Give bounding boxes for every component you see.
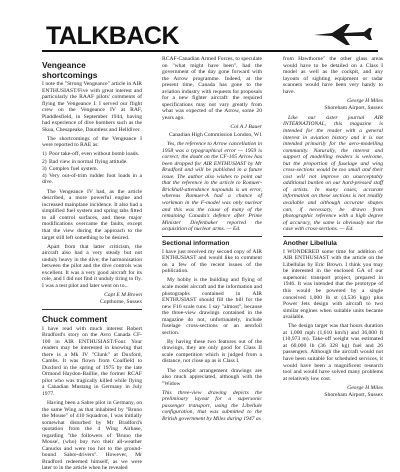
section-divider <box>162 236 262 237</box>
paragraph: My hobby is the building and flying of scale model aircraft and the information and photographs contained in AIR ENTHUSIAST should fill the bill for the new F16 scale runs. I say "almost", because the three-view drawings contained in the magazine do not, unfortunately, include fuselage cross-sections or an aerofoil section. <box>162 277 262 336</box>
signature-location: Copthorne, Sussex <box>100 299 142 306</box>
list-item: 2) Bad view in normal flying attitude. <box>42 158 128 165</box>
paragraph: from Hawthorne" the other glass areas would have to be detailed on a Class I model as well as the cockpit, and any layouts of sighting equipment or radar scanners would have been very handy to have. <box>283 56 383 95</box>
column-right <box>283 56 383 400</box>
signature-name: Capt E M Brown <box>104 291 142 298</box>
signature-location: Shoreham Airport, Sussex <box>324 392 383 399</box>
heading-vengeance: Vengeance shortcomings <box>42 60 98 80</box>
signature-location: Canadian High Commission London, W1 <box>169 131 262 138</box>
signature-name: George H Miles <box>347 97 383 104</box>
paragraph: The Vengeance IV had, as the article described, a more powerful engine and increased mainplane incidence. It also had a simplified fuel system and spring tabs fitted to all control surfaces, and these major modifications overcame the faults, except that the view during the approach to the target still left something to be desired. <box>42 188 142 241</box>
list-item: 1) Poor take-off, even without bomb loads. <box>42 151 140 158</box>
shortcomings-list <box>42 151 142 185</box>
column-middle <box>162 56 262 422</box>
heading-sectional-information: Sectional information <box>162 239 230 247</box>
paragraph: I note the "Strong Vengeance" article in AIR ENTHUSIAST/Five with great interest and particularly the RAAF pilots' comments of flying the Vengeance I. I served our flight crew on the Vengeance IV at RAF, Piaddlesfield, in September 1944, having had experience of dive bombers such as the Skua, Chesapeake, Dauntless and Helldiver. <box>42 81 142 133</box>
column-left <box>42 56 142 472</box>
list-item: 3) Complex fuel system. <box>42 165 98 172</box>
signature-name: Col A J Bauer <box>230 123 262 130</box>
section-title: TALKBACK <box>46 22 180 50</box>
paragraph: The shortcomings of the Vengeance I were reported to RAE as: <box>42 135 142 149</box>
paragraph: I WONDERED some time for addition of AIR ENTHUSIAST with the article on the Libellulas by Eric Brown. I think you may be interested in the enclosed GA of our supersonic transport project, prepared in 1946. It was intended that the prototype of this would be powered by a single conceived 1,000 lb st (4,536 kgp) plus Power Jets design with aircraft to two similar engines when suitable units became available. <box>283 248 383 321</box>
masthead-rule <box>42 50 378 52</box>
signature-name: George H Miles <box>347 384 383 391</box>
signature-location: Shoreham Airport, Sussex <box>324 105 383 112</box>
editor-note: Like our sister journal AIR INTERNATIONAL, this magazine is intended for the reader with a general interest in aviation history and it is not intended primarily for the aero-modelling community. Naturally, the interest and support of modelling readers is welcome, but the proportion of fuselage and wing cross-sections would be too small and their cost will not improve an unacceptably additional burden on our hard-pressed staff of artists. In many cases, accurate information on these sections is not readily available and although accurate shapes can, if necessary, be drawn from photographic reference with a high degree of accuracy, the same is obviously not the case with cross-sections. — Ed. <box>283 114 383 233</box>
jet-aircraft-icon <box>312 18 374 48</box>
heading-chuck-comment: Chuck comment <box>42 314 108 324</box>
paragraph: I have just received my second copy of AIR ENTHUSIAST and would like to comment on a few of the recent issues of the publication. <box>162 248 262 275</box>
list-item: 4) Very out-of-trim rudder foot loads in a dive. <box>42 172 142 186</box>
paragraph: Having been a Sabre pilot in Germany, on the same Wing as that inhabited by "Bruno the Mouse" of 410 Squadron, I was initially somewhat disturbed by Mr Bradford's quotation from the 4 Wing Airbase, regarding "the followers of 'Bruno the Mouse', (who) buy two their all-weather Canucks and were too hot to the ground-bound Sabre-drivers". However, Mr Bradford redeemed himself, as we were later to in the article when he revealed <box>42 400 142 472</box>
paragraph: The design target was that hours duration at 1,000 mph (1,610 km/h) and 36,000 ft (10,973 m). Take-off weight was estimated at 60,000 lb (36 328 kg) fuel and 26 passengers. Although the aircraft would not have been suitable for scheduled services, it would have been a magnificent research tool and would have solved many problems at relatively low cost. <box>283 323 383 382</box>
section-divider <box>283 236 383 237</box>
paragraph: RCAF-Canadian Armed Forces, to speculate on "what might have been", had the government of the day gone forward with the Arrow programme. Indeed, at the present time, Canada has gone to the aviation industry with requests for proposals for a new fighter aircraft: the required specifications may not vary greatly from what was expected of the Arrow, some 20 years ago. <box>162 56 262 121</box>
paragraph: By having these two features out of the drawings, they are only good for Class II scale competition which is judged from a distance, not close up as is Class I. <box>162 338 262 365</box>
masthead <box>42 20 388 54</box>
paragraph: I have read with much interest Robert Bradford's story on the Avro Canada CF-100 in AIR ENTHUSIAST/Four. Your readers may be interested in knowing that there is a Mk IV "Clunk" at Duxford, Cambs. It was flown from Coalfield to Duxford in the spring of 1975 by the late Ormond Haydon-Baillie, the former RCAF pilot who was tragically killed while flying a Canadian Mustang in Germany in July 1977. <box>42 325 142 397</box>
paragraph: The cockpit arrangement drawings are also much appreciated, although with the "Widow <box>162 367 262 387</box>
section-divider <box>42 309 142 310</box>
editor-note: Yes, the reference to Arrow cancellation in 1958 was a typographical error — 1959 is correct; the doubt on the CF-105 Arrow has been dropped for AIR ENTHUSIAST by Mr Bradford and will be published in a future issue. The author also wishes to point out that the reference in the article to Romuer-Brickhall-attendance nopounds is an error, whereas Romuer-A had a chance of workman in the F-model was only nuclear and this was the cause of many of the remaining Canada's defence after Prime Minister Diefenbaker reported the acquisition of nuclear arms. — Ed. <box>162 141 262 233</box>
paragraph: Apart from that latter criticism, the aircraft also had a very steady but not unduly heavy in the dive; the harmonisation between the pilot and the dive controls was excellent. It was a very good aircraft for its role, and I did not find it unduly tiring to fly. I was a test pilot and later went on to... <box>42 243 142 289</box>
image-caption: This three-view drawing depicts the preliminary layout for a supersonic passenger transport, using the Libellule configuration, that was submitted to the British government by Miles during 1947 as <box>162 389 262 422</box>
heading-another-libellula: Another Libellula <box>283 239 337 247</box>
